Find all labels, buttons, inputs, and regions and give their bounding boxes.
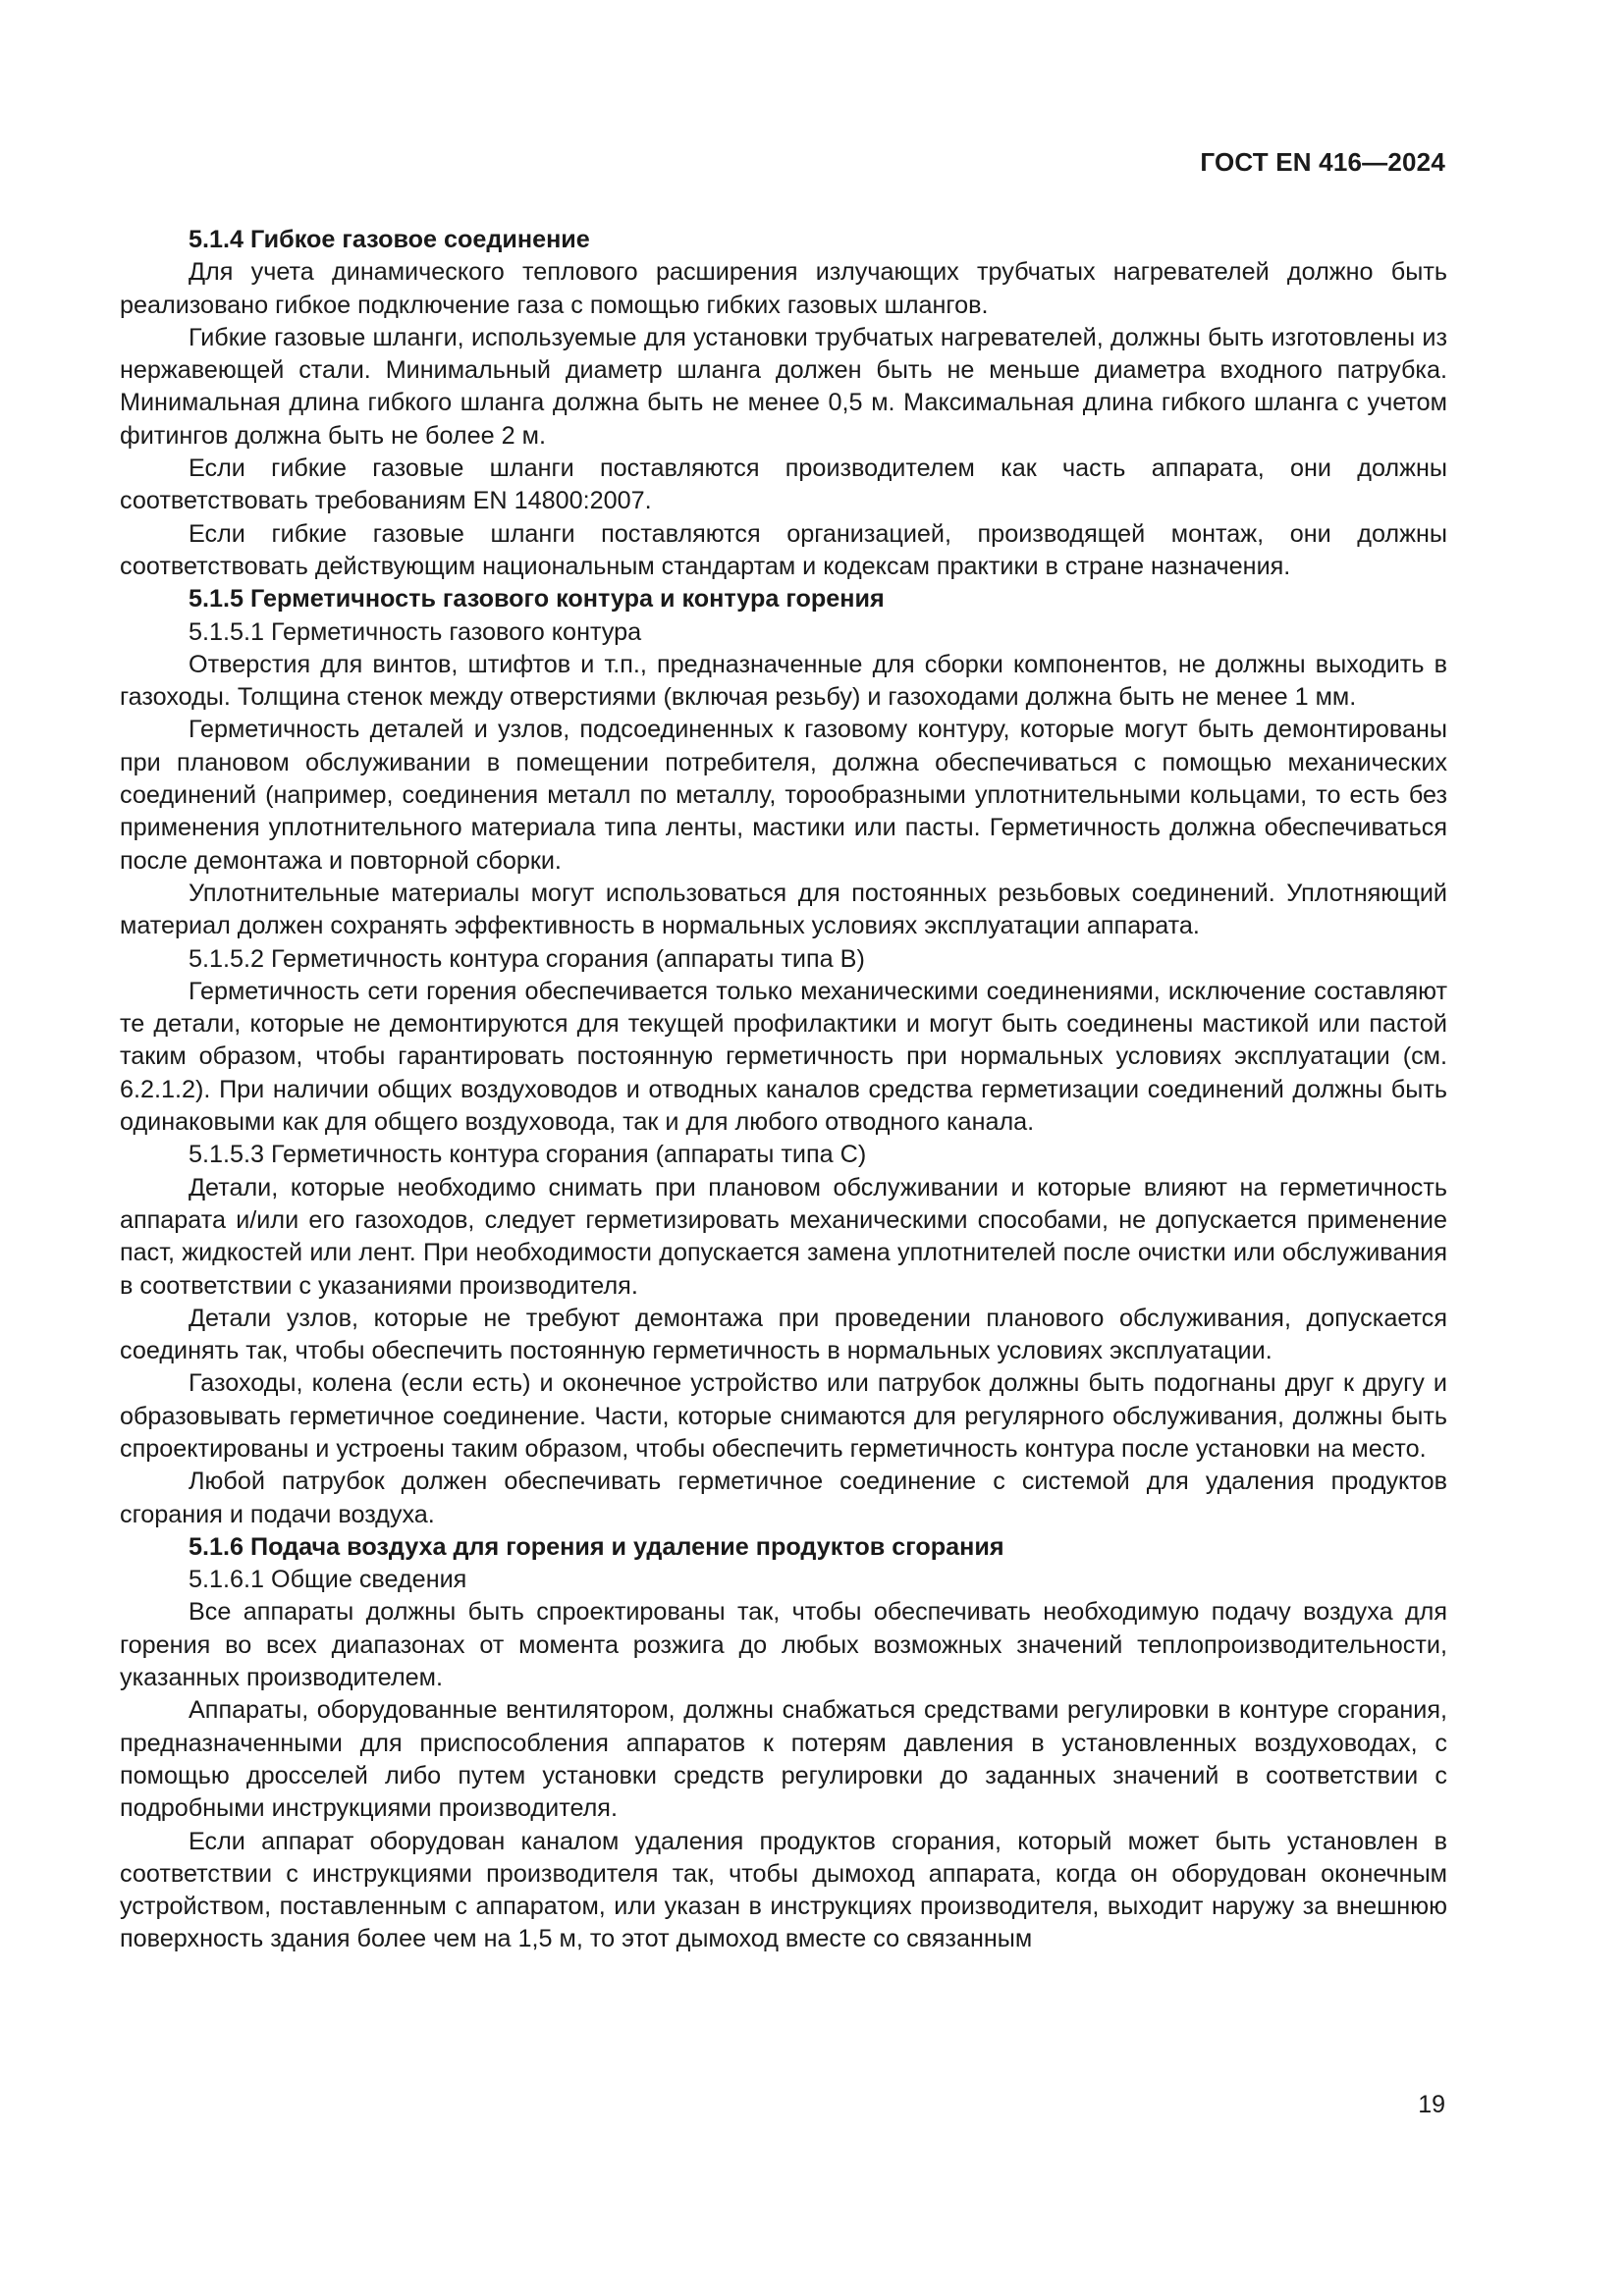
subsection-title: 5.1.5.1 Герметичность газового контура [189, 617, 642, 646]
paragraph: Отверстия для винтов, штифтов и т.п., предназначенные для сборки компонентов, не должны выходить в газоходы. Толщина стенок между отверстиями (включая резьбу) и газоходами должна быть не менее 1 мм. [120, 650, 1447, 712]
paragraph: Любой патрубок должен обеспечивать герметичное соединение с системой для удаления продуктов сгорания и подачи воздуха. [120, 1468, 1447, 1528]
paragraph: Аппараты, оборудованные вентилятором, должны снабжаться средствами регулировки в контуре сгорания, предназначенными для приспособления аппаратов к потерям давления в установленных воздуховодах, с помощью дросселей либо путем установки средств регулировки до заданных значений в соответствии с подробными инструкциями производителя. [120, 1696, 1447, 1823]
page-number: 19 [1418, 2091, 1445, 2118]
subsection-title: 5.1.5.3 Герметичность контура сгорания (аппараты типа C) [189, 1141, 867, 1169]
paragraph: Детали узлов, которые не требуют демонтажа при проведении планового обслуживания, допускается соединять так, чтобы обеспечить постоянную герметичность в нормальных условиях эксплуатации. [120, 1304, 1447, 1365]
document-body [120, 224, 1447, 1956]
paragraph: Гибкие газовые шланги, используемые для установки трубчатых нагревателей, должны быть изготовлены из нержавеющей стали. Минимальный диаметр шланга должен быть не меньше диаметра входного патрубка. Минимальная длина гибкого шланга должна быть не менее 0,5 м. Максимальная длина гибкого шланга с учетом фитингов должна быть не более 2 м. [120, 323, 1447, 450]
paragraph: Герметичность деталей и узлов, подсоединенных к газовому контуру, которые могут быть демонтированы при плановом обслуживании в помещении потребителя, должна обеспечиваться с помощью механических соединений (например, соединения металл по металлу, торообразными уплотнительными кольцами, то есть без применения уплотнительного материала типа ленты, мастики или пасты. Герметичность должна обеспечиваться после демонтажа и повторной сборки. [120, 716, 1447, 875]
paragraph: Газоходы, колена (если есть) и оконечное устройство или патрубок должны быть подогнаны друг к другу и образовывать герметичное соединение. Части, которые снимаются для регулярного обслуживания, должны быть спроектированы и устроены таким образом, чтобы обеспечить герметичность контура после установки на место. [120, 1369, 1447, 1463]
paragraph: Детали, которые необходимо снимать при плановом обслуживании и которые влияют на герметичность аппарата и/или его газоходов, следует герметизировать механическими способами, не допускается применение паст, жидкостей или лент. При необходимости допускается замена уплотнителей после очистки или обслуживания в соответствии с указаниями производителя. [120, 1173, 1447, 1300]
section-heading: 5.1.4 Гибкое газовое соединение [189, 226, 590, 253]
section-heading: 5.1.5 Герметичность газового контура и контура горения [189, 585, 885, 614]
paragraph: Герметичность сети горения обеспечивается только механическими соединениями, исключение составляют те детали, которые не демонтируются для текущей профилактики и могут быть соединены мастикой или пастой таким образом, чтобы гарантировать постоянную герметичность при нормальных условиях эксплуатации (см. 6.2.1.2). При наличии общих воздуховодов и отводных каналов средства герметизации соединений должны быть одинаковыми как для общего воздуховода, так и для любого отводного канала. [120, 977, 1447, 1137]
subsection-title: 5.1.5.2 Герметичность контура сгорания (аппараты типа B) [189, 944, 865, 973]
paragraph: Уплотнительные материалы могут использоваться для постоянных резьбовых соединений. Уплотняющий материал должен сохранять эффективность в нормальных условиях эксплуатации аппарата. [120, 879, 1447, 940]
paragraph: Для учета динамического теплового расширения излучающих трубчатых нагревателей должно быть реализовано гибкое подключение газа с помощью гибких газовых шлангов. [120, 258, 1447, 319]
document-header: ГОСТ EN 416—2024 [1200, 147, 1445, 177]
paragraph: Если гибкие газовые шланги поставляются организацией, производящей монтаж, они должны соответствовать действующим национальным стандартам и кодексам практики в стране назначения. [120, 519, 1447, 580]
paragraph: Если аппарат оборудован каналом удаления продуктов сгорания, который может быть установлен в соответствии с инструкциями производителя так, чтобы дымоход аппарата, когда он оборудован оконечным устройством, поставленным с аппаратом, или указан в инструкциях производителя, выходит наружу за внешнюю поверхность здания более чем на 1,5 м, то этот дымоход вместе со связанным [120, 1827, 1447, 1953]
section-heading: 5.1.6 Подача воздуха для горения и удаление продуктов сгорания [189, 1532, 1004, 1561]
paragraph: Все аппараты должны быть спроектированы так, чтобы обеспечивать необходимую подачу воздуха для горения во всех диапазонах от момента розжига до любых возможных значений теплопроизводительности, указанных производителем. [120, 1598, 1447, 1692]
paragraph: Если гибкие газовые шланги поставляются производителем как часть аппарата, они должны соответствовать требованиям EN 14800:2007. [120, 454, 1447, 515]
subsection-title: 5.1.6.1 Общие сведения [189, 1566, 467, 1594]
